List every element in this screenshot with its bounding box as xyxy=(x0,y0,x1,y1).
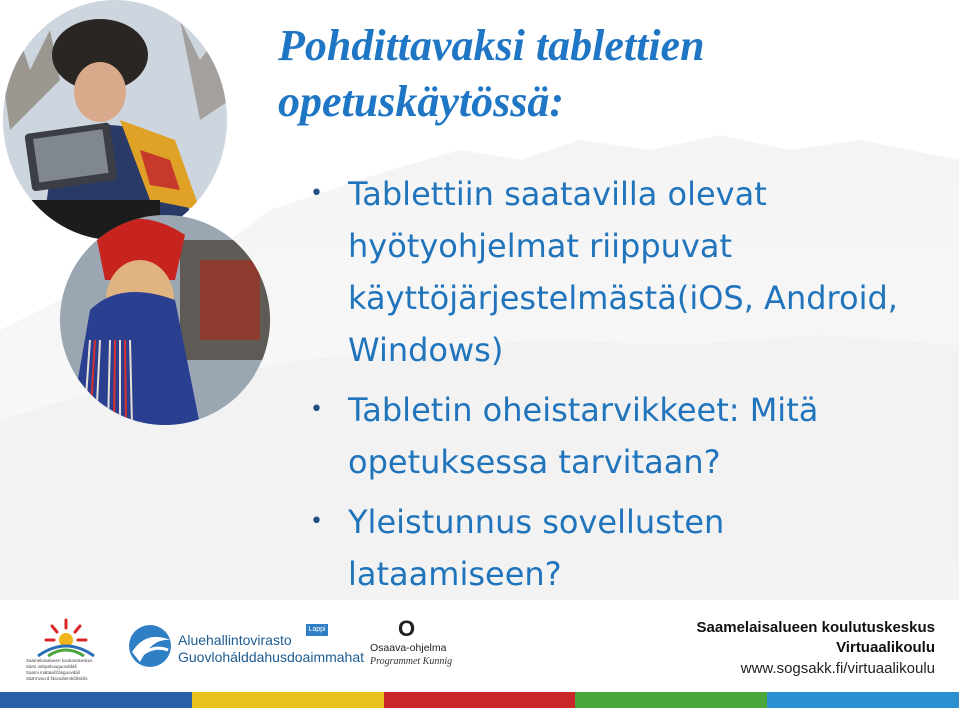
bullet-text: Yleistunnus sovellusten lataamiseen? xyxy=(348,503,725,593)
avi-name-se: Guovlohálddahusdoaimmahat xyxy=(178,649,365,665)
osaava-subtitle: Programmet Kunnig xyxy=(370,656,453,667)
org-url-link[interactable]: www.sogsakk.fi/virtuaalikoulu xyxy=(740,660,935,677)
slide-title: Pohdittavaksi tablettien opetuskäytössä: xyxy=(278,21,705,126)
bullet-list xyxy=(310,168,930,608)
bullet-dot-icon: • xyxy=(310,181,323,206)
osaava-mark: O xyxy=(398,616,416,641)
color-bar-segment xyxy=(192,692,384,708)
color-bar-segment xyxy=(384,692,576,708)
color-bar-segment xyxy=(0,692,192,708)
bullet-text: Tablettiin saatavilla olevat hyötyohjelmat riippuvat käyttöjärjestelmästä(iOS, Android, Windows) xyxy=(348,175,898,369)
org-info xyxy=(697,618,935,680)
bullet-item xyxy=(310,496,930,600)
photo-collage xyxy=(0,0,280,440)
avi-logo xyxy=(126,622,365,670)
avi-emblem-icon xyxy=(126,622,174,670)
bullet-text: Tabletin oheistarvikkeet: Mitä opetuksessa tarvitaan? xyxy=(348,391,819,481)
bullet-dot-icon: • xyxy=(310,509,323,534)
sun-logo-icon xyxy=(26,616,106,658)
bullet-item xyxy=(310,384,930,488)
lappi-tag: Lappi xyxy=(306,624,328,636)
bullet-dot-icon: • xyxy=(310,397,323,422)
color-bar-segment xyxy=(575,692,767,708)
photo-sami-girl xyxy=(60,215,270,425)
osaava-name: Osaava-ohjelma xyxy=(370,642,447,654)
bullet-item xyxy=(310,168,930,376)
color-bar-segment xyxy=(767,692,959,708)
sogsakk-logo xyxy=(26,616,106,688)
org-name: Saamelaisalueen koulutuskeskus xyxy=(696,619,935,636)
sogsakk-logo-text: Saamelaisalueen koulutuskeskus Sámi oahpahusguovddáš Saami máttaaččâsguovdáš Sääʹmvuuʹd škooultemkõõskõs xyxy=(26,658,93,681)
color-bar xyxy=(0,692,959,708)
avi-name-fi: Aluehallintovirasto xyxy=(178,632,292,648)
osaava-logo xyxy=(368,618,458,674)
org-unit: Virtuaalikoulu xyxy=(836,639,935,656)
photo-woman-with-tablet xyxy=(0,0,240,260)
